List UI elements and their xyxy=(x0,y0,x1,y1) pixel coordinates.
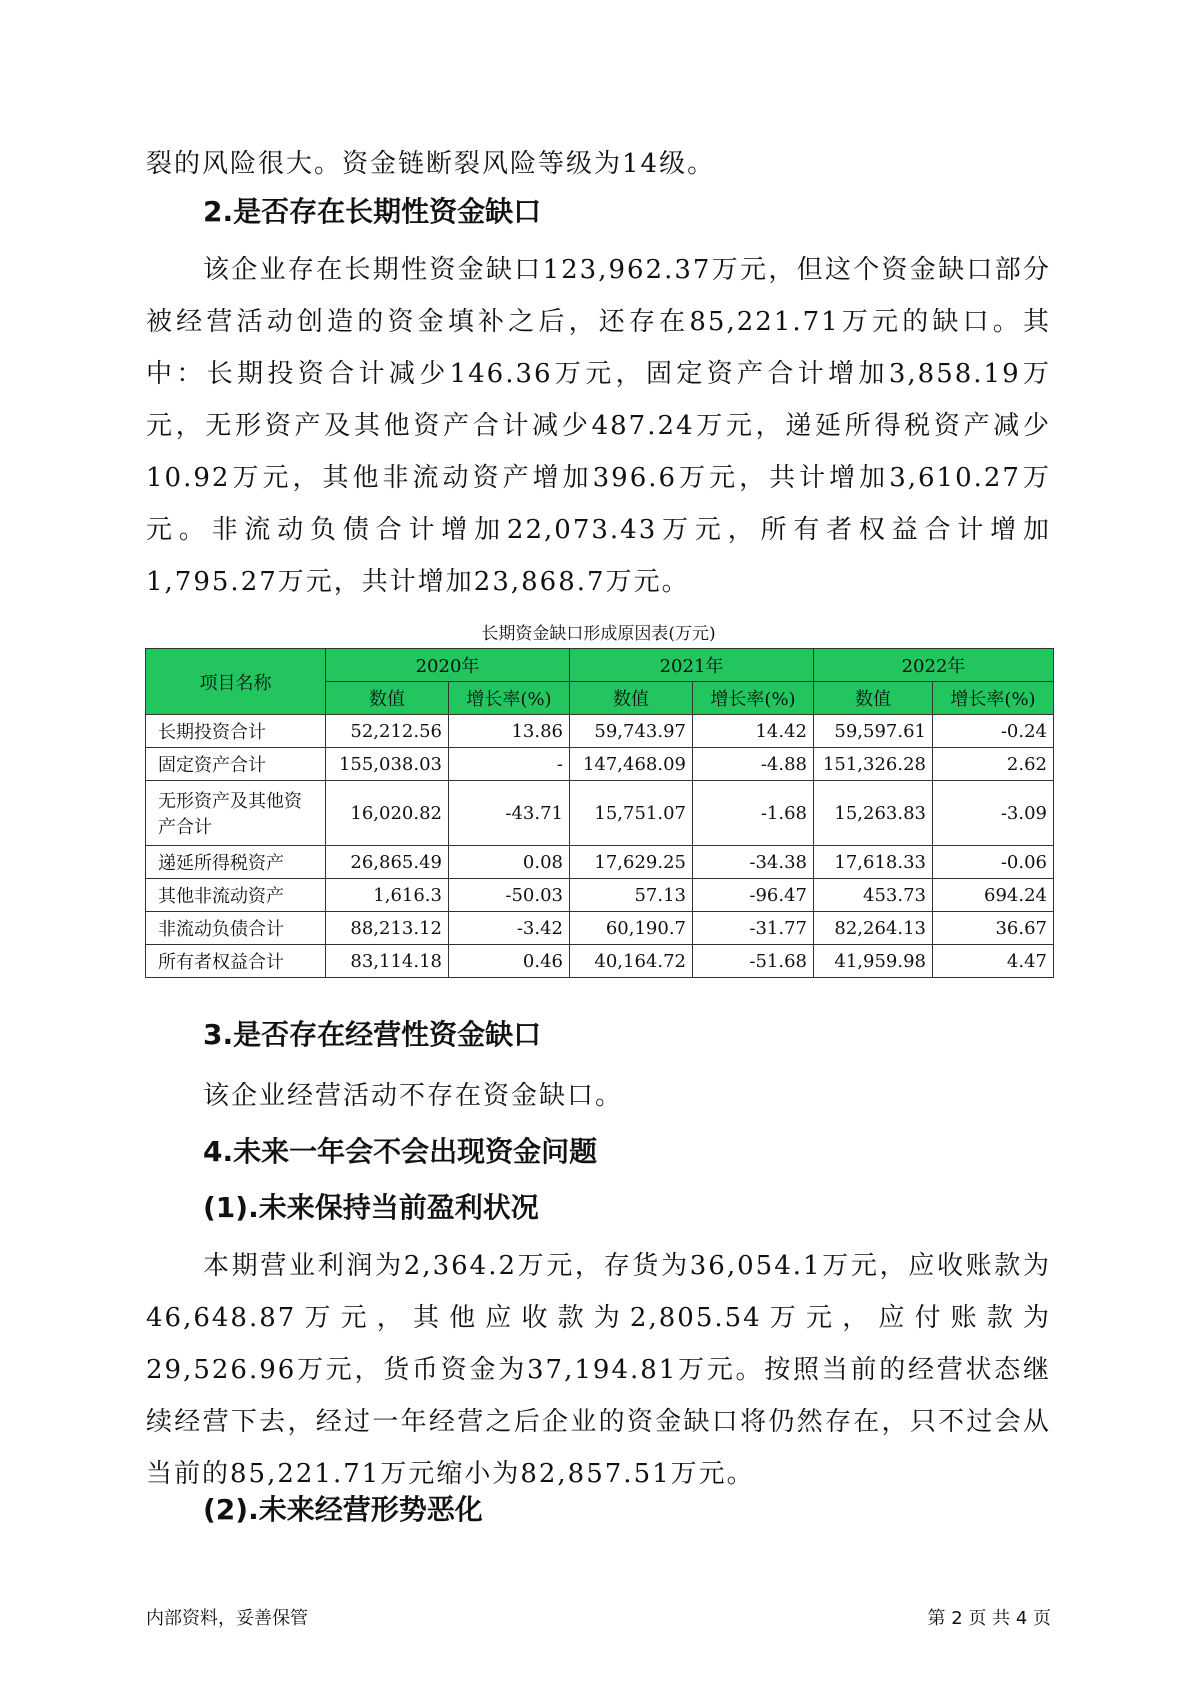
footer-page-number: 第 2 页 共 4 页 xyxy=(927,1608,1051,1629)
table-cell: 26,865.49 xyxy=(326,846,449,879)
table-cell: 0.46 xyxy=(449,945,570,978)
row-label: 无形资产及其他资产合计 xyxy=(146,781,326,846)
row-label: 其他非流动资产 xyxy=(146,879,326,912)
header-year: 2022年 xyxy=(814,649,1054,682)
table-cell: 2.62 xyxy=(933,748,1054,781)
header-value: 数值 xyxy=(814,682,933,715)
section-heading-long-term-gap: 2.是否存在长期性资金缺口 xyxy=(203,195,542,228)
long-term-gap-table xyxy=(145,648,1054,978)
header-year: 2020年 xyxy=(326,649,570,682)
table-cell: -51.68 xyxy=(693,945,814,978)
table-cell: -4.88 xyxy=(693,748,814,781)
table-cell: -43.71 xyxy=(449,781,570,846)
table-cell: 82,264.13 xyxy=(814,912,933,945)
paragraph-operating-gap: 该企业经营活动不存在资金缺口。 xyxy=(203,1081,624,1111)
table-cell: -0.06 xyxy=(933,846,1054,879)
header-growth-rate: 增长率(%) xyxy=(933,682,1054,715)
table-cell: 57.13 xyxy=(570,879,693,912)
table-row xyxy=(146,879,1054,912)
table-cell: 155,038.03 xyxy=(326,748,449,781)
table-cell: 15,751.07 xyxy=(570,781,693,846)
table-cell: 151,326.28 xyxy=(814,748,933,781)
footer-confidential-note: 内部资料，妥善保管 xyxy=(146,1608,308,1629)
header-value: 数值 xyxy=(326,682,449,715)
table-cell: 16,020.82 xyxy=(326,781,449,846)
table-cell: 59,743.97 xyxy=(570,715,693,748)
row-label: 所有者权益合计 xyxy=(146,945,326,978)
table-cell: 41,959.98 xyxy=(814,945,933,978)
table-cell: -96.47 xyxy=(693,879,814,912)
table-cell: 17,629.25 xyxy=(570,846,693,879)
table-cell: 15,263.83 xyxy=(814,781,933,846)
section-heading-next-year: 4.未来一年会不会出现资金问题 xyxy=(203,1135,598,1168)
table-cell: 4.47 xyxy=(933,945,1054,978)
row-label: 长期投资合计 xyxy=(146,715,326,748)
header-growth-rate: 增长率(%) xyxy=(449,682,570,715)
table-cell: 13.86 xyxy=(449,715,570,748)
table-row xyxy=(146,715,1054,748)
table-cell: 83,114.18 xyxy=(326,945,449,978)
table-row xyxy=(146,846,1054,879)
table-cell: 40,164.72 xyxy=(570,945,693,978)
section-heading-operating-gap: 3.是否存在经营性资金缺口 xyxy=(203,1018,542,1051)
paragraph-long-term-gap: 该企业存在长期性资金缺口123,962.37万元，但这个资金缺口部分被经营活动创造的资金填补之后，还存在85,221.71万元的缺口。其中：长期投资合计减少146.36万元，固定资产合计增加3,858.19万元，无形资产及其他资产合计减少487.24万元，递延所得税资产减少10.92万元，其他非流动资产增加396.6万元，共计增加3,610.27万元。非流动负债合计增加22,073.43万元，所有者权益合计增加1,795.27万元，共计增加23,868.7万元。 xyxy=(146,255,1051,597)
table-cell: 147,468.09 xyxy=(570,748,693,781)
table-cell: -1.68 xyxy=(693,781,814,846)
table-cell: -3.42 xyxy=(449,912,570,945)
subsection-heading-current-profit: (1).未来保持当前盈利状况 xyxy=(203,1191,539,1224)
table-cell: 694.24 xyxy=(933,879,1054,912)
table-row xyxy=(146,945,1054,978)
table-cell: -0.24 xyxy=(933,715,1054,748)
header-value: 数值 xyxy=(570,682,693,715)
table-caption: 长期资金缺口形成原因表(万元) xyxy=(481,624,716,644)
table-cell: 1,616.3 xyxy=(326,879,449,912)
table-cell: 14.42 xyxy=(693,715,814,748)
subsection-heading-worsening: (2).未来经营形势恶化 xyxy=(203,1493,483,1526)
table-cell: 36.67 xyxy=(933,912,1054,945)
table-row xyxy=(146,748,1054,781)
table-cell: 0.08 xyxy=(449,846,570,879)
table-cell: 52,212.56 xyxy=(326,715,449,748)
paragraph-risk-level: 裂的风险很大。资金链断裂风险等级为14级。 xyxy=(146,149,716,179)
table-cell: -50.03 xyxy=(449,879,570,912)
header-year: 2021年 xyxy=(570,649,814,682)
table-cell: -34.38 xyxy=(693,846,814,879)
table-cell: - xyxy=(449,748,570,781)
table-cell: 88,213.12 xyxy=(326,912,449,945)
row-label: 非流动负债合计 xyxy=(146,912,326,945)
table-row xyxy=(146,912,1054,945)
table-cell: 59,597.61 xyxy=(814,715,933,748)
table-row xyxy=(146,781,1054,846)
row-label: 递延所得税资产 xyxy=(146,846,326,879)
row-label: 固定资产合计 xyxy=(146,748,326,781)
table-cell: 453.73 xyxy=(814,879,933,912)
header-growth-rate: 增长率(%) xyxy=(693,682,814,715)
table-cell: -31.77 xyxy=(693,912,814,945)
table-cell: 60,190.7 xyxy=(570,912,693,945)
paragraph-current-profit: 本期营业利润为2,364.2万元，存货为36,054.1万元，应收账款为46,648.87万元，其他应收款为2,805.54万元，应付账款为29,526.96万元，货币资金为37,194.81万元。按照当前的经营状态继续经营下去，经过一年经营之后企业的资金缺口将仍然存在，只不过会从当前的85,221.71万元缩小为82,857.51万元。 xyxy=(146,1251,1051,1489)
table-cell: -3.09 xyxy=(933,781,1054,846)
header-item-name: 项目名称 xyxy=(146,649,326,715)
table-cell: 17,618.33 xyxy=(814,846,933,879)
